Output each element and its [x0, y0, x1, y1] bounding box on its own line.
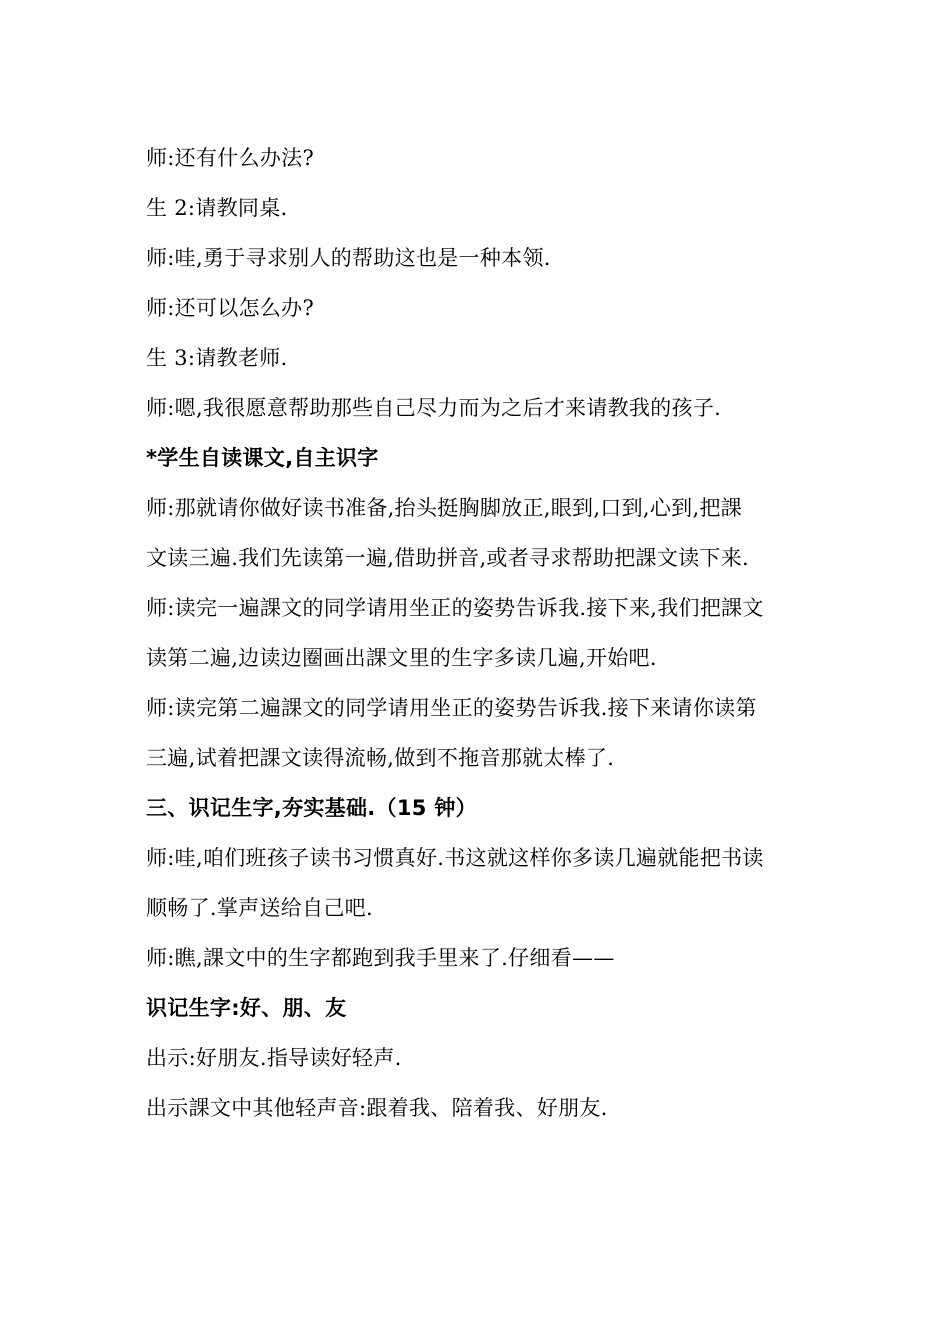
- dialogue-line: 师:嗯,我很愿意帮助那些自己尽力而为之后才来请教我的孩子.: [146, 396, 722, 420]
- section-heading: 识记生字:好、朋、友: [146, 996, 347, 1020]
- dialogue-line: 师:哇,勇于寻求别人的帮助这也是一种本领.: [146, 246, 551, 270]
- dialogue-line: 出示:好朋友.指导读好轻声.: [146, 1046, 402, 1070]
- dialogue-line: 三遍,试着把課文读得流畅,做到不拖音那就太棒了.: [146, 746, 615, 770]
- dialogue-line: 师:读完一遍課文的同学请用坐正的姿势告诉我.接下来,我们把課文: [146, 596, 764, 620]
- dialogue-line: 文读三遍.我们先读第一遍,借助拼音,或者寻求帮助把課文读下来.: [146, 546, 749, 570]
- section-heading: *学生自读课文,自主识字: [146, 446, 379, 470]
- dialogue-line: 师:瞧,課文中的生字都跑到我手里来了.仔细看——: [146, 946, 615, 970]
- dialogue-line: 读第二遍,边读边圈画出課文里的生字多读几遍,开始吧.: [146, 646, 657, 670]
- section-heading: 三、识记生字,夯实基础.（15 钟）: [146, 796, 477, 820]
- dialogue-line: 师:那就请你做好读书准备,抬头挺胸脚放正,眼到,口到,心到,把課: [146, 496, 743, 520]
- dialogue-line: 生 2:请教同桌.: [146, 196, 288, 220]
- dialogue-line: 师:读完第二遍課文的同学请用坐正的姿势告诉我.接下来请你读第: [146, 696, 757, 720]
- dialogue-line: 生 3:请教老师.: [146, 346, 288, 370]
- document-body: [146, 133, 810, 1133]
- dialogue-line: 师:还有什么办法?: [146, 146, 315, 170]
- dialogue-line: 出示課文中其他轻声音:跟着我、陪着我、好朋友.: [146, 1096, 608, 1120]
- dialogue-line: 师:还可以怎么办?: [146, 296, 315, 320]
- dialogue-line: 顺畅了.掌声送给自己吧.: [146, 896, 373, 920]
- dialogue-line: 师:哇,咱们班孩子读书习惯真好.书这就这样你多读几遍就能把书读: [146, 846, 764, 870]
